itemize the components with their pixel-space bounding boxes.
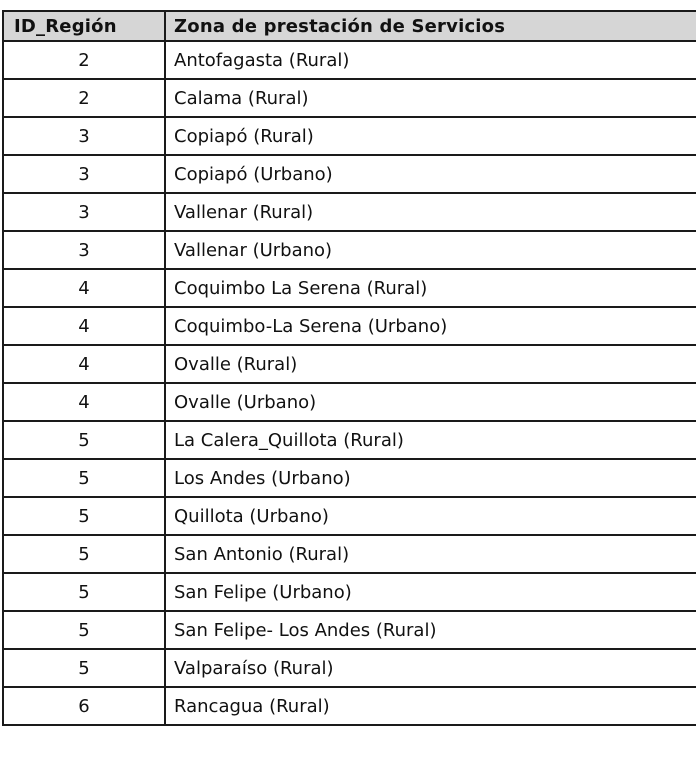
table-row [3,649,696,687]
table-row [3,155,696,193]
cell-id-region: 5 [3,573,165,611]
cell-zona: Rancagua (Rural) [165,687,696,725]
table-row [3,687,696,725]
cell-id-region: 4 [3,307,165,345]
cell-id-region: 3 [3,193,165,231]
zones-table [2,10,696,726]
cell-zona: Antofagasta (Rural) [165,41,696,79]
table-header [3,11,696,41]
table-row [3,307,696,345]
cell-zona: San Antonio (Rural) [165,535,696,573]
table-row [3,535,696,573]
cell-zona: Vallenar (Rural) [165,193,696,231]
header-zona: Zona de prestación de Servicios [165,11,696,41]
cell-id-region: 5 [3,535,165,573]
cell-id-region: 5 [3,497,165,535]
cell-id-region: 6 [3,687,165,725]
cell-id-region: 4 [3,383,165,421]
table-row [3,345,696,383]
zones-table-container [2,10,696,762]
cell-zona: Valparaíso (Rural) [165,649,696,687]
table-row [3,497,696,535]
table-row [3,79,696,117]
cell-zona: Vallenar (Urbano) [165,231,696,269]
cell-zona: Copiapó (Urbano) [165,155,696,193]
header-id-region: ID_Región [3,11,165,41]
cell-id-region: 5 [3,649,165,687]
cell-id-region: 4 [3,345,165,383]
table-row [3,383,696,421]
table-row [3,421,696,459]
table-row [3,573,696,611]
cell-zona: La Calera_Quillota (Rural) [165,421,696,459]
cell-zona: San Felipe (Urbano) [165,573,696,611]
cell-id-region: 2 [3,41,165,79]
table-row [3,269,696,307]
cell-zona: Coquimbo-La Serena (Urbano) [165,307,696,345]
cell-zona: Quillota (Urbano) [165,497,696,535]
table-row [3,193,696,231]
cell-id-region: 3 [3,155,165,193]
cell-id-region: 5 [3,611,165,649]
cell-id-region: 4 [3,269,165,307]
cell-id-region: 5 [3,459,165,497]
table-body [3,41,696,725]
table-row [3,41,696,79]
cell-zona: Copiapó (Rural) [165,117,696,155]
cell-id-region: 3 [3,231,165,269]
table-row [3,117,696,155]
table-row [3,459,696,497]
header-row [3,11,696,41]
cell-id-region: 2 [3,79,165,117]
cell-zona: Ovalle (Rural) [165,345,696,383]
cell-id-region: 5 [3,421,165,459]
cell-zona: Coquimbo La Serena (Rural) [165,269,696,307]
cell-zona: Ovalle (Urbano) [165,383,696,421]
table-row [3,231,696,269]
cell-zona: Calama (Rural) [165,79,696,117]
cell-id-region: 3 [3,117,165,155]
table-row [3,611,696,649]
cell-zona: Los Andes (Urbano) [165,459,696,497]
cell-zona: San Felipe- Los Andes (Rural) [165,611,696,649]
